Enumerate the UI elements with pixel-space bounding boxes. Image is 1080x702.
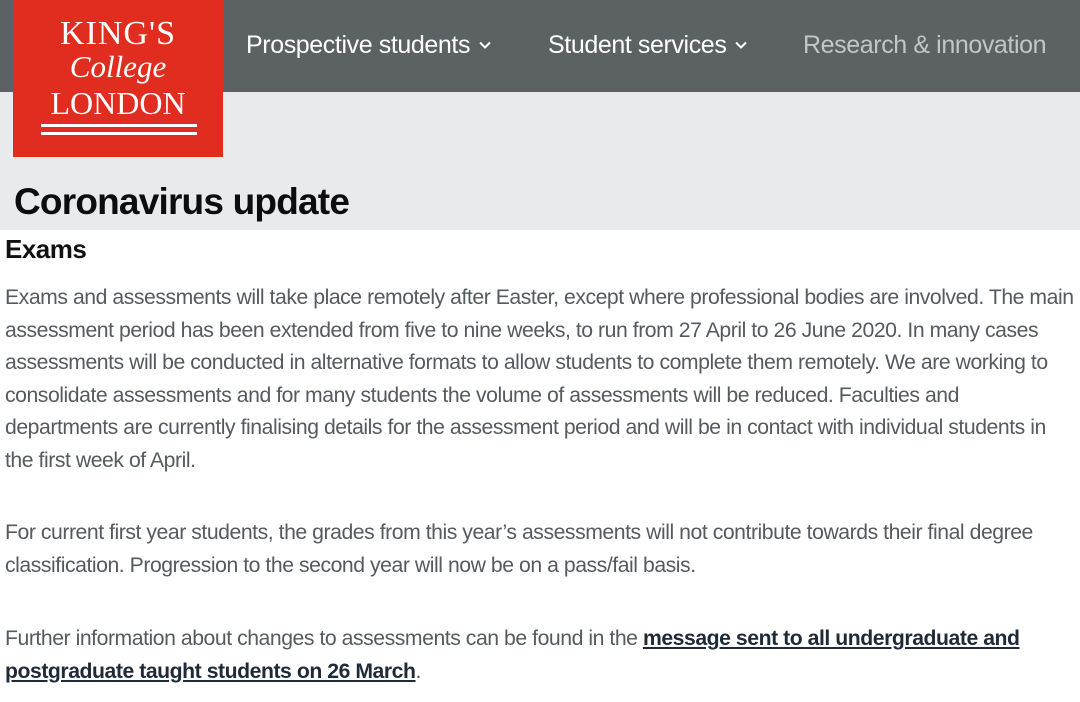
nav-item-student-services[interactable] (548, 27, 747, 63)
exams-paragraph-1: Exams and assessments will take place remotely after Easter, except where professional bodies are involved. The main assessment period has been extended from five to nine weeks, to run from 27 April to 26 June 2020. In many cases assessments will be conducted in alternative formats to allow students to complete them remotely. We are working to consolidate assessments and for many students the volume of assessments will be reduced. Faculties and departments are currently finalising details for the assessment period and will be in contact with individual students in the first week of April. (5, 286, 1074, 472)
section-heading-exams: Exams (5, 234, 87, 264)
logo-line-london: LONDON (50, 85, 186, 121)
kings-college-london-logo[interactable] (13, 0, 223, 157)
logo-line-college: College (69, 49, 167, 84)
logo-line-kings: KING'S (59, 15, 177, 52)
exams-paragraph-2: For current first year students, the grades from this year’s assessments will not contribute towards their final degree classification. Progression to the second year will now be on a pass/fail basis. (5, 521, 1033, 577)
chevron-down-icon (479, 39, 491, 51)
message-link[interactable]: message sent to all undergraduate and postgraduate taught students on 26 March (5, 627, 1020, 683)
exams-paragraph-3 (5, 623, 1077, 688)
nav-item-prospective-students[interactable] (246, 27, 491, 63)
page-title: Coronavirus update (14, 181, 350, 222)
chevron-down-icon (735, 39, 747, 51)
nav-item-research-innovation[interactable] (803, 27, 1046, 63)
logo-rule (41, 124, 197, 127)
nav-item-label: Prospective students (246, 30, 471, 59)
nav-item-label: Student services (548, 30, 727, 59)
logo-rule (41, 132, 197, 135)
paragraph-text: . (415, 659, 421, 683)
paragraph-text: Further information about changes to assessments can be found in the (5, 627, 643, 650)
nav-item-label: Research & innovation (803, 30, 1047, 59)
